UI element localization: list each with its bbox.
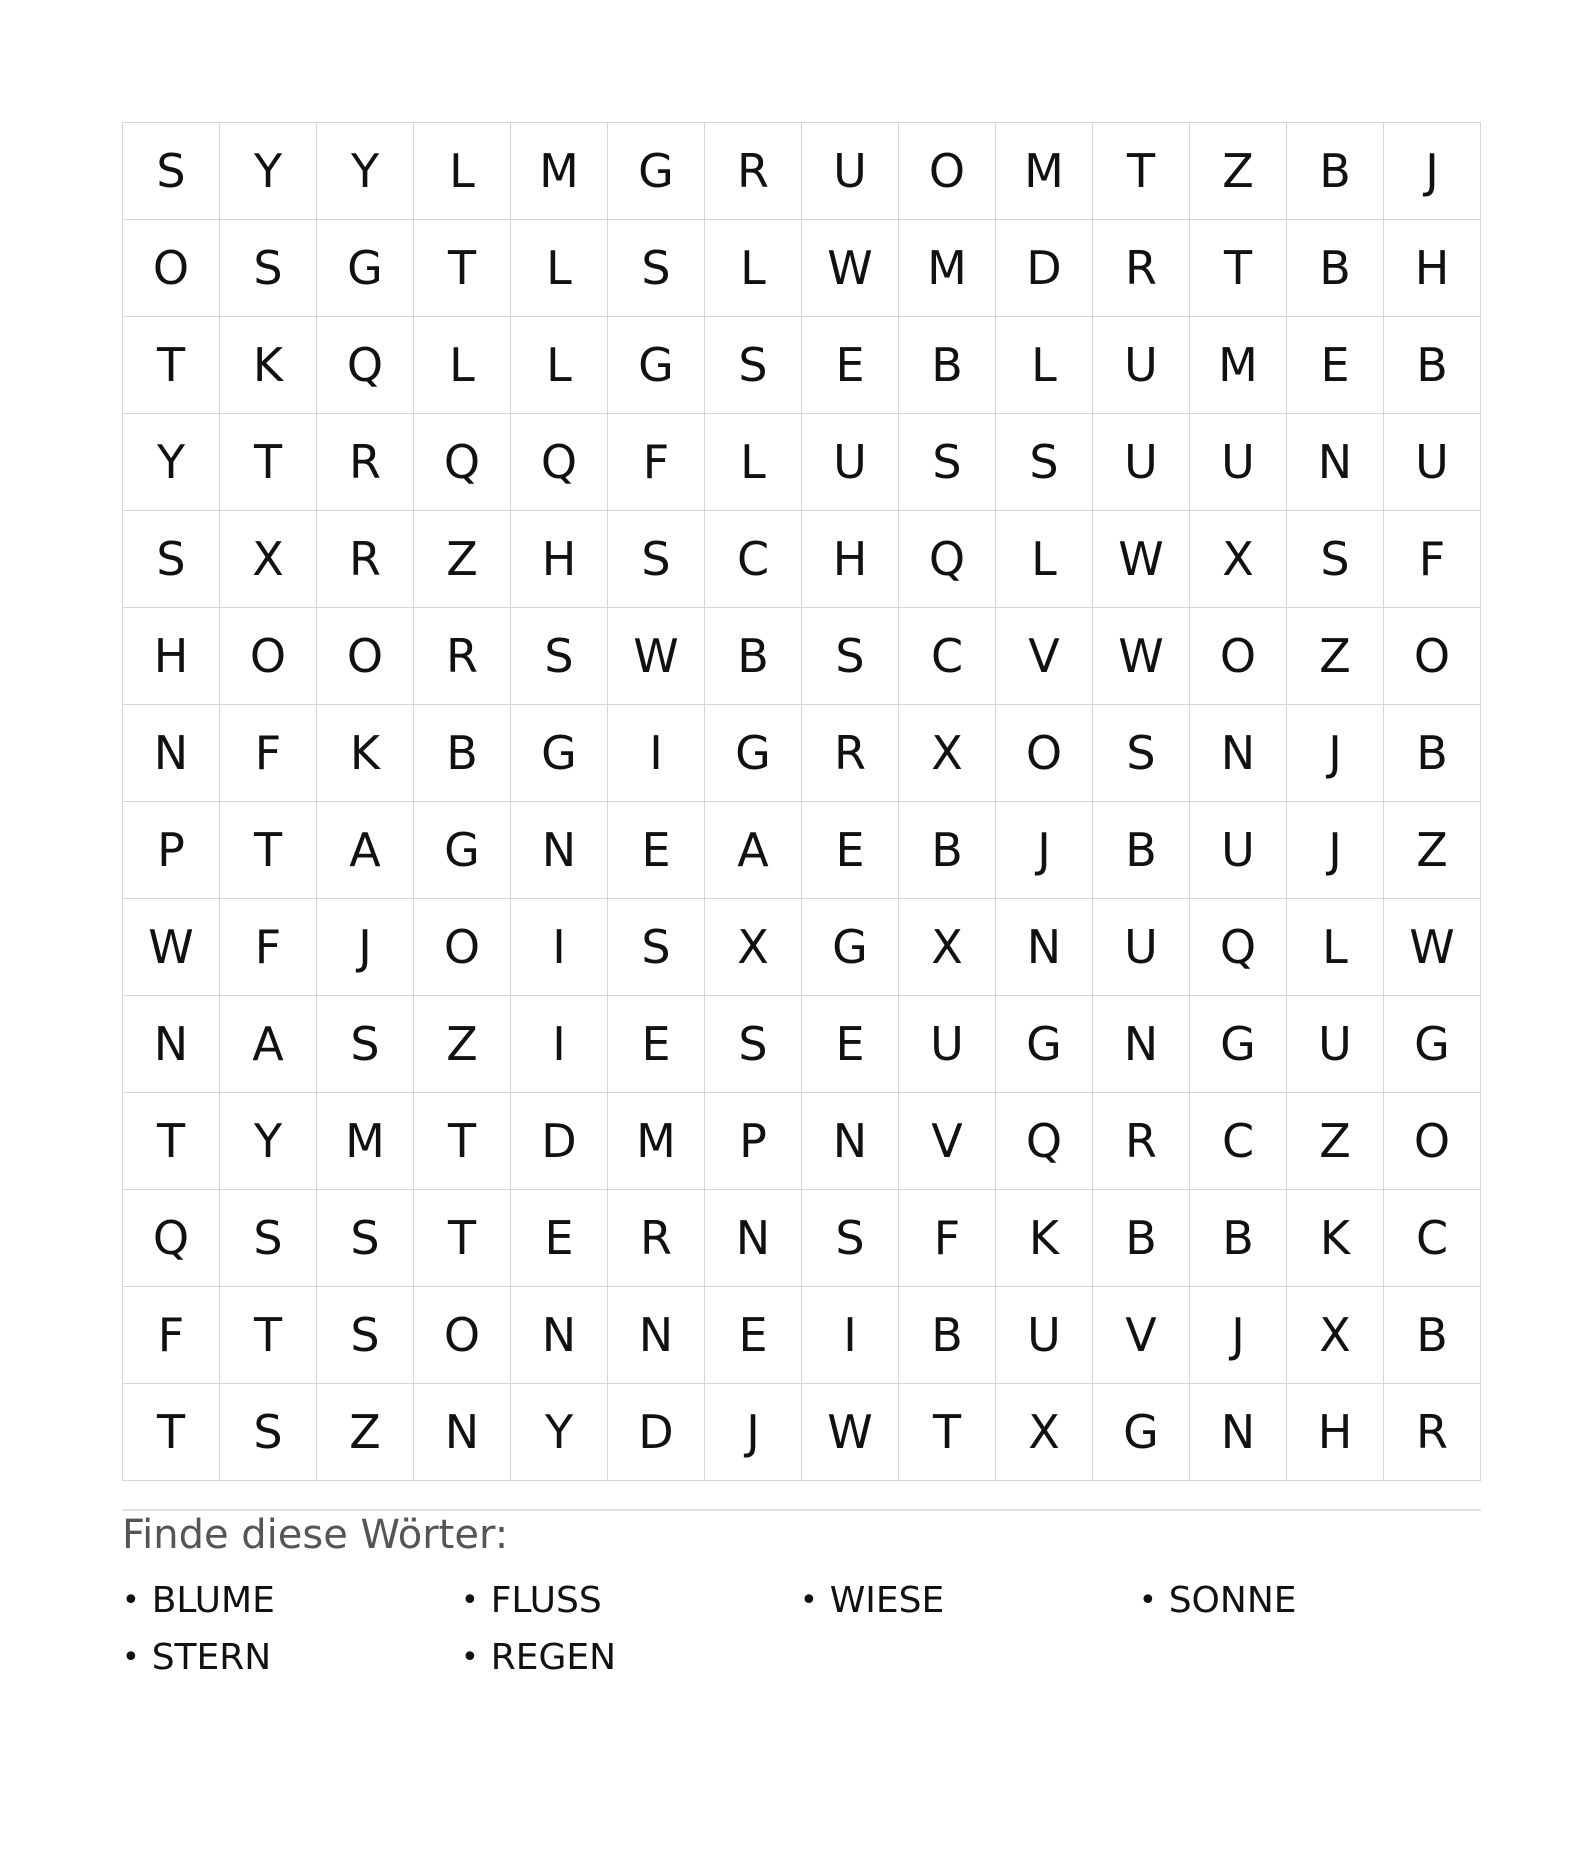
grid-cell[interactable]: Z xyxy=(1287,1093,1384,1190)
grid-cell[interactable]: W xyxy=(123,899,220,996)
grid-cell[interactable]: Z xyxy=(1287,608,1384,705)
word-list-item xyxy=(461,1572,800,1629)
grid-cell[interactable]: I xyxy=(511,899,608,996)
grid-cell[interactable]: R xyxy=(802,705,899,802)
grid-cell[interactable]: L xyxy=(996,511,1093,608)
word-label: REGEN xyxy=(490,1637,617,1678)
grid-cell[interactable]: S xyxy=(123,123,220,220)
grid-cell[interactable]: Y xyxy=(317,123,414,220)
word-list-item xyxy=(122,1629,461,1686)
grid-cell[interactable]: T xyxy=(1190,220,1287,317)
word-list-item xyxy=(1139,1572,1478,1629)
grid-cell[interactable]: K xyxy=(996,1190,1093,1287)
grid-cell[interactable]: O xyxy=(996,705,1093,802)
grid-cell[interactable]: U xyxy=(802,414,899,511)
grid-cell[interactable]: N xyxy=(996,899,1093,996)
grid-cell[interactable]: T xyxy=(220,414,317,511)
bullet-icon: • xyxy=(461,1583,479,1618)
grid-cell[interactable]: Y xyxy=(220,1093,317,1190)
word-list-item xyxy=(122,1572,461,1629)
grid-cell[interactable]: R xyxy=(1093,1093,1190,1190)
grid-cell[interactable]: T xyxy=(220,1287,317,1384)
grid-cell[interactable]: O xyxy=(1384,1093,1481,1190)
grid-cell[interactable]: K xyxy=(220,317,317,414)
grid-cell[interactable]: U xyxy=(1287,996,1384,1093)
grid-cell[interactable]: N xyxy=(123,705,220,802)
grid-cell[interactable]: W xyxy=(608,608,705,705)
grid-cell[interactable]: S xyxy=(899,414,996,511)
grid-cell[interactable]: Q xyxy=(899,511,996,608)
letter-grid xyxy=(122,122,1481,1481)
grid-cell[interactable]: O xyxy=(317,608,414,705)
grid-cell[interactable]: J xyxy=(317,899,414,996)
word-label: WIESE xyxy=(829,1580,945,1621)
grid-cell[interactable]: R xyxy=(317,511,414,608)
grid-cell[interactable]: G xyxy=(608,123,705,220)
grid-cell[interactable]: S xyxy=(317,1287,414,1384)
grid-cell[interactable]: S xyxy=(220,1190,317,1287)
grid-cell[interactable]: S xyxy=(123,511,220,608)
grid-cell[interactable]: P xyxy=(705,1093,802,1190)
grid-cell[interactable]: N xyxy=(802,1093,899,1190)
grid-cell[interactable]: P xyxy=(123,802,220,899)
grid-cell[interactable]: R xyxy=(414,608,511,705)
grid-cell[interactable]: L xyxy=(511,220,608,317)
grid-cell[interactable]: U xyxy=(1093,899,1190,996)
grid-cell[interactable]: B xyxy=(899,1287,996,1384)
word-label: SONNE xyxy=(1168,1580,1297,1621)
grid-cell[interactable]: H xyxy=(511,511,608,608)
grid-cell[interactable]: B xyxy=(1190,1190,1287,1287)
grid-cell[interactable]: O xyxy=(220,608,317,705)
grid-cell[interactable]: L xyxy=(414,123,511,220)
grid-cell[interactable]: O xyxy=(414,899,511,996)
grid-cell[interactable]: L xyxy=(705,220,802,317)
grid-cell[interactable]: R xyxy=(705,123,802,220)
grid-cell[interactable]: T xyxy=(414,1190,511,1287)
word-list-title: Finde diese Wörter: xyxy=(122,1512,509,1558)
grid-cell[interactable]: U xyxy=(996,1287,1093,1384)
bullet-icon: • xyxy=(800,1583,818,1618)
grid-cell[interactable]: R xyxy=(608,1190,705,1287)
grid-cell[interactable]: S xyxy=(996,414,1093,511)
grid-cell[interactable]: N xyxy=(1190,1384,1287,1481)
word-list xyxy=(122,1572,1481,1686)
grid-cell[interactable]: E xyxy=(1287,317,1384,414)
grid-cell[interactable]: S xyxy=(317,996,414,1093)
grid-cell[interactable]: J xyxy=(1384,123,1481,220)
grid-cell[interactable]: G xyxy=(511,705,608,802)
grid-cell[interactable]: Z xyxy=(1190,123,1287,220)
grid-cell[interactable]: T xyxy=(123,1384,220,1481)
bullet-icon: • xyxy=(122,1583,140,1618)
grid-cell[interactable]: M xyxy=(317,1093,414,1190)
grid-cell[interactable]: C xyxy=(899,608,996,705)
grid-cell[interactable]: S xyxy=(802,1190,899,1287)
grid-cell[interactable]: J xyxy=(1190,1287,1287,1384)
grid-cell[interactable]: S xyxy=(511,608,608,705)
grid-cell[interactable]: N xyxy=(511,802,608,899)
grid-cell[interactable]: M xyxy=(1190,317,1287,414)
grid-cell[interactable]: T xyxy=(220,802,317,899)
grid-cell[interactable]: J xyxy=(1287,802,1384,899)
grid-cell[interactable]: Z xyxy=(414,996,511,1093)
grid-cell[interactable]: S xyxy=(317,1190,414,1287)
grid-cell[interactable]: F xyxy=(1384,511,1481,608)
grid-cell[interactable]: E xyxy=(802,317,899,414)
grid-cell[interactable]: L xyxy=(705,414,802,511)
grid-cell[interactable]: Q xyxy=(511,414,608,511)
grid-cell[interactable]: M xyxy=(996,123,1093,220)
grid-cell[interactable]: U xyxy=(1190,802,1287,899)
grid-cell[interactable]: T xyxy=(899,1384,996,1481)
grid-cell[interactable]: O xyxy=(1190,608,1287,705)
grid-cell[interactable]: X xyxy=(899,705,996,802)
grid-cell[interactable]: Y xyxy=(511,1384,608,1481)
bullet-icon: • xyxy=(461,1640,479,1675)
grid-cell[interactable]: Q xyxy=(123,1190,220,1287)
word-label: BLUME xyxy=(151,1580,275,1621)
grid-cell[interactable]: F xyxy=(608,414,705,511)
grid-cell[interactable]: I xyxy=(608,705,705,802)
grid-cell[interactable]: S xyxy=(802,608,899,705)
bullet-icon: • xyxy=(122,1640,140,1675)
grid-cell[interactable]: S xyxy=(608,899,705,996)
grid-cell[interactable]: K xyxy=(1287,1190,1384,1287)
grid-cell[interactable]: G xyxy=(1093,1384,1190,1481)
grid-cell[interactable]: G xyxy=(802,899,899,996)
grid-cell[interactable]: V xyxy=(1093,1287,1190,1384)
grid-cell[interactable]: H xyxy=(802,511,899,608)
grid-cell[interactable]: B xyxy=(1287,123,1384,220)
grid-cell[interactable]: X xyxy=(996,1384,1093,1481)
grid-cell[interactable]: I xyxy=(511,996,608,1093)
grid-cell[interactable]: G xyxy=(705,705,802,802)
grid-cell[interactable]: V xyxy=(899,1093,996,1190)
grid-cell[interactable]: E xyxy=(511,1190,608,1287)
grid-cell[interactable]: Q xyxy=(414,414,511,511)
grid-cell[interactable]: W xyxy=(1093,608,1190,705)
grid-cell[interactable]: G xyxy=(1190,996,1287,1093)
grid-cell[interactable]: N xyxy=(414,1384,511,1481)
grid-cell[interactable]: W xyxy=(802,220,899,317)
grid-cell[interactable]: O xyxy=(899,123,996,220)
grid-cell[interactable]: Y xyxy=(220,123,317,220)
grid-cell[interactable]: U xyxy=(1093,414,1190,511)
grid-cell[interactable]: L xyxy=(996,317,1093,414)
grid-cell[interactable]: U xyxy=(1093,317,1190,414)
grid-cell[interactable]: G xyxy=(608,317,705,414)
grid-cell[interactable]: O xyxy=(123,220,220,317)
grid-cell[interactable]: E xyxy=(608,996,705,1093)
grid-cell[interactable]: W xyxy=(1384,899,1481,996)
grid-cell[interactable]: S xyxy=(1093,705,1190,802)
grid-cell[interactable]: U xyxy=(802,123,899,220)
word-label: FLUSS xyxy=(490,1580,602,1621)
grid-cell[interactable]: S xyxy=(1287,511,1384,608)
grid-cell[interactable]: S xyxy=(608,220,705,317)
grid-cell[interactable]: M xyxy=(511,123,608,220)
grid-cell[interactable]: A xyxy=(220,996,317,1093)
grid-cell[interactable]: G xyxy=(996,996,1093,1093)
grid-cell[interactable]: S xyxy=(705,996,802,1093)
grid-cell[interactable]: Z xyxy=(414,511,511,608)
grid-cell[interactable]: B xyxy=(1384,1287,1481,1384)
grid-cell[interactable]: N xyxy=(1190,705,1287,802)
grid-cell[interactable]: E xyxy=(608,802,705,899)
grid-cell[interactable]: Q xyxy=(1190,899,1287,996)
grid-cell[interactable]: L xyxy=(1287,899,1384,996)
word-list-item xyxy=(800,1572,1139,1629)
grid-cell[interactable]: N xyxy=(705,1190,802,1287)
grid-cell[interactable]: G xyxy=(1384,996,1481,1093)
grid-cell[interactable]: T xyxy=(123,317,220,414)
grid-cell[interactable]: B xyxy=(1093,1190,1190,1287)
grid-cell[interactable]: I xyxy=(802,1287,899,1384)
grid-cell[interactable]: D xyxy=(511,1093,608,1190)
grid-cell[interactable]: V xyxy=(996,608,1093,705)
grid-cell[interactable]: E xyxy=(802,802,899,899)
grid-cell[interactable]: R xyxy=(1384,1384,1481,1481)
grid-cell[interactable]: X xyxy=(1287,1287,1384,1384)
grid-cell[interactable]: S xyxy=(220,220,317,317)
grid-cell[interactable]: F xyxy=(899,1190,996,1287)
bullet-icon: • xyxy=(1139,1583,1157,1618)
grid-cell[interactable]: B xyxy=(899,317,996,414)
grid-cell[interactable]: G xyxy=(414,802,511,899)
grid-cell[interactable]: T xyxy=(1093,123,1190,220)
grid-cell[interactable]: Q xyxy=(996,1093,1093,1190)
grid-cell[interactable]: H xyxy=(1384,220,1481,317)
grid-cell[interactable]: H xyxy=(1287,1384,1384,1481)
grid-cell[interactable]: N xyxy=(608,1287,705,1384)
grid-cell[interactable]: X xyxy=(899,899,996,996)
grid-cell[interactable]: W xyxy=(802,1384,899,1481)
grid-cell[interactable]: N xyxy=(511,1287,608,1384)
grid-cell[interactable]: G xyxy=(317,220,414,317)
grid-cell[interactable]: M xyxy=(899,220,996,317)
grid-cell[interactable]: Z xyxy=(1384,802,1481,899)
grid-cell[interactable]: Q xyxy=(317,317,414,414)
grid-cell[interactable]: N xyxy=(1287,414,1384,511)
grid-cell[interactable]: A xyxy=(317,802,414,899)
grid-cell[interactable]: R xyxy=(317,414,414,511)
grid-cell[interactable]: J xyxy=(705,1384,802,1481)
grid-cell[interactable]: T xyxy=(123,1093,220,1190)
grid-cell[interactable]: B xyxy=(414,705,511,802)
grid-cell[interactable]: F xyxy=(220,705,317,802)
grid-cell[interactable]: S xyxy=(608,511,705,608)
grid-cell[interactable]: N xyxy=(123,996,220,1093)
divider xyxy=(122,1509,1481,1511)
grid-cell[interactable]: E xyxy=(802,996,899,1093)
grid-cell[interactable]: O xyxy=(414,1287,511,1384)
grid-cell[interactable]: K xyxy=(317,705,414,802)
grid-cell[interactable]: L xyxy=(511,317,608,414)
grid-cell[interactable]: B xyxy=(1287,220,1384,317)
grid-cell[interactable]: C xyxy=(1384,1190,1481,1287)
grid-cell[interactable]: A xyxy=(705,802,802,899)
grid-cell[interactable]: O xyxy=(1384,608,1481,705)
grid-cell[interactable]: T xyxy=(414,220,511,317)
grid-cell[interactable]: B xyxy=(899,802,996,899)
grid-cell[interactable]: D xyxy=(608,1384,705,1481)
grid-cell[interactable]: J xyxy=(1287,705,1384,802)
grid-cell[interactable]: Y xyxy=(123,414,220,511)
grid-cell[interactable]: Z xyxy=(317,1384,414,1481)
grid-cell[interactable]: N xyxy=(1093,996,1190,1093)
grid-cell[interactable]: F xyxy=(123,1287,220,1384)
grid-cell[interactable]: W xyxy=(1093,511,1190,608)
grid-cell[interactable]: X xyxy=(1190,511,1287,608)
grid-cell[interactable]: B xyxy=(705,608,802,705)
word-list-item xyxy=(461,1629,800,1686)
grid-cell[interactable]: B xyxy=(1384,705,1481,802)
grid-cell[interactable]: L xyxy=(414,317,511,414)
grid-cell[interactable]: S xyxy=(705,317,802,414)
grid-cell[interactable]: T xyxy=(414,1093,511,1190)
grid-cell[interactable]: B xyxy=(1093,802,1190,899)
grid-cell[interactable]: H xyxy=(123,608,220,705)
grid-cell[interactable]: F xyxy=(220,899,317,996)
grid-cell[interactable]: U xyxy=(1190,414,1287,511)
grid-cell[interactable]: U xyxy=(1384,414,1481,511)
grid-cell[interactable]: M xyxy=(608,1093,705,1190)
grid-cell[interactable]: X xyxy=(220,511,317,608)
grid-cell[interactable]: D xyxy=(996,220,1093,317)
grid-cell[interactable]: S xyxy=(220,1384,317,1481)
grid-cell[interactable]: C xyxy=(1190,1093,1287,1190)
grid-cell[interactable]: B xyxy=(1384,317,1481,414)
grid-cell[interactable]: C xyxy=(705,511,802,608)
grid-cell[interactable]: E xyxy=(705,1287,802,1384)
grid-cell[interactable]: U xyxy=(899,996,996,1093)
grid-cell[interactable]: J xyxy=(996,802,1093,899)
grid-cell[interactable]: R xyxy=(1093,220,1190,317)
word-label: STERN xyxy=(151,1637,272,1678)
grid-cell[interactable]: X xyxy=(705,899,802,996)
